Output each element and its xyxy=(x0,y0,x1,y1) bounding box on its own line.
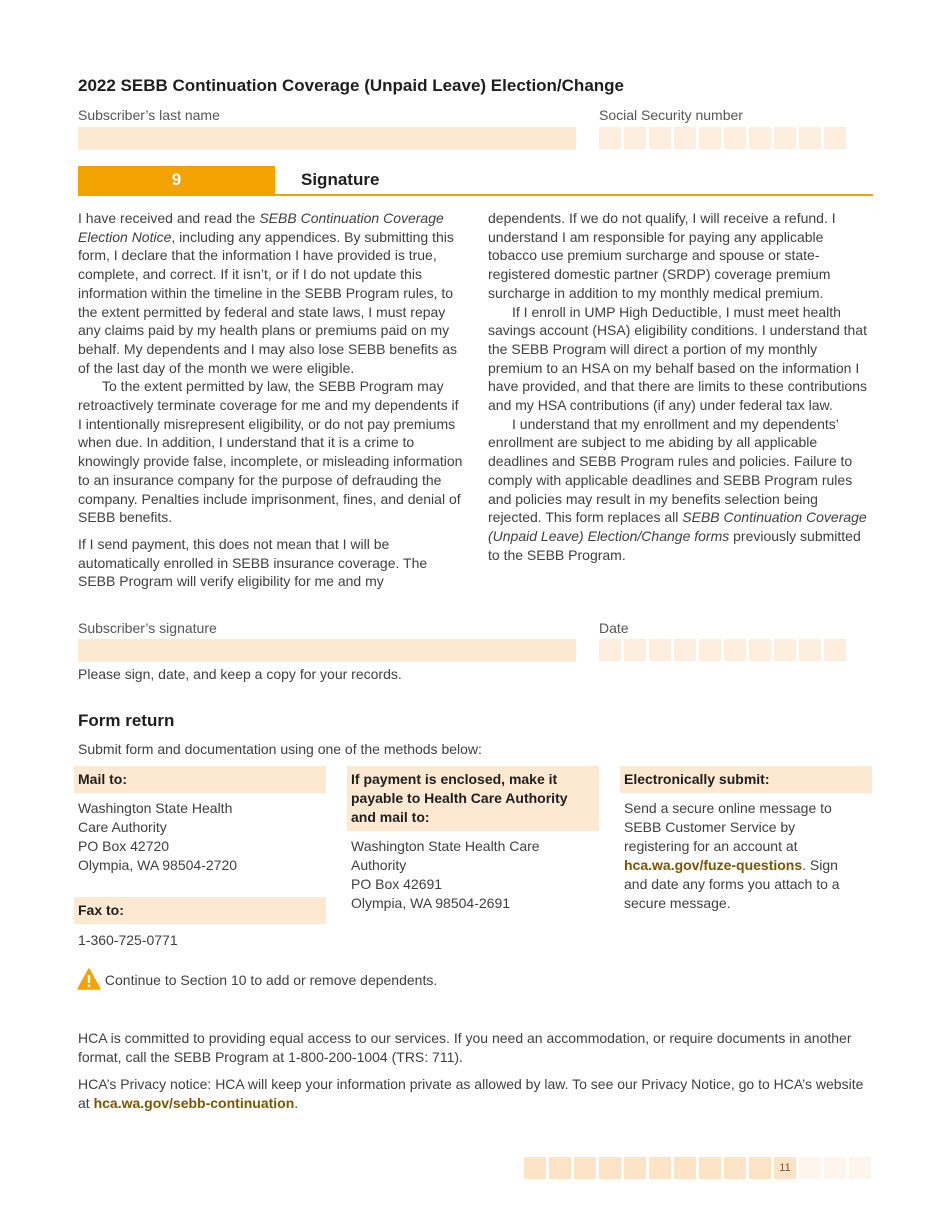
last-name-field[interactable] xyxy=(78,127,576,150)
form-return-heading: Form return xyxy=(78,711,175,730)
date-field[interactable] xyxy=(599,639,846,661)
section-header xyxy=(78,166,873,196)
electronic-block xyxy=(620,766,872,913)
ssn-field[interactable] xyxy=(599,127,846,149)
mail-to-block xyxy=(74,766,326,875)
privacy-notice: HCA’s Privacy notice: HCA will keep your information private as allowed by law. To see our Privacy Notice, go to HCA’s website at hca.wa.gov/sebb-continuation. xyxy=(78,1076,864,1111)
fuze-questions-link[interactable]: hca.wa.gov/fuze-questions xyxy=(624,857,803,873)
signature-text-right xyxy=(488,209,872,564)
paragraph-1: I have received and read the SEBB Continuation Coverage Election Notice, including any appendices. By submitting this form, I declare that the information I have provided is true, complete, and correct. If it isn’t, or if I do not update this information within the timeline in the SEBB Program rules, to the extent permitted by federal and state laws, I must repay any claims paid by my health plans or premiums paid on my behalf. My dependents and I may also lose SEBB benefits as of the last day of the month we were eligible. xyxy=(78,210,458,376)
signature-text-left xyxy=(78,209,464,591)
payment-address: Washington State Health Care Authority PO Box 42691 Olympia, WA 98504-2691 xyxy=(351,838,540,911)
accommodation-notice: HCA is committed to providing equal access to our services. If you need an accommodation, or require documents in another format, call the SEBB Program at 1-800-200-1004 (TRS: 711). xyxy=(78,1030,852,1065)
sebb-continuation-link[interactable]: hca.wa.gov/sebb-continuation xyxy=(93,1095,295,1111)
paragraph-5: I understand that my enrollment and my dependents’ enrollment are subject to me abiding by all applicable deadlines and SEBB Program rules and policies. Failure to comply with applicable deadlines and SEBB Program rules and policies may result in my benefits selection being rejected. This form replaces all SEBB Continuation Coverage (Unpaid Leave) Election/Change forms previously submitted to the SEBB Program. xyxy=(488,415,867,563)
warning-icon xyxy=(77,968,101,990)
fax-to-block xyxy=(74,897,326,950)
paragraph-3: If I send payment, this does not mean that I will be automatically enrolled in SEBB insurance coverage. The SEBB Program will verify eligibility for me and my xyxy=(78,535,428,590)
form-title: 2022 SEBB Continuation Coverage (Unpaid Leave) Election/Change xyxy=(78,76,624,95)
payment-block xyxy=(347,766,599,913)
last-name-label: Subscriber’s last name xyxy=(78,107,220,123)
fax-number: 1-360-725-0771 xyxy=(78,932,178,948)
signature-field[interactable] xyxy=(78,639,576,662)
form-return-intro: Submit form and documentation using one of the methods below: xyxy=(78,741,482,757)
paragraph-4: If I enroll in UMP High Deductible, I must meet health savings account (HSA) eligibility conditions. I understand that the SEBB Program will direct a portion of my monthly premium to an HSA on my behalf based on the information I have provided, and that there are limits to these contributions and my HSA contributions (if any) under federal tax law. xyxy=(488,303,867,414)
page-marker xyxy=(524,1157,871,1179)
continue-text: Continue to Section 10 to add or remove dependents. xyxy=(104,972,438,988)
date-label: Date xyxy=(599,620,629,636)
fax-to-header: Fax to: xyxy=(74,897,326,924)
section-title: Signature xyxy=(301,170,380,189)
ssn-label: Social Security number xyxy=(599,107,743,123)
section-number: 9 xyxy=(78,166,275,194)
paragraph-3-continued: dependents. If we do not qualify, I will receive a refund. I understand I am responsible for paying any applicable tobacco use premium surcharge and spouse or state-registered domestic partner (SRDP) coverage premium surcharge in addition to my monthly medical premium. xyxy=(488,210,836,301)
mail-to-header: Mail to: xyxy=(74,766,326,793)
page-number: 11 xyxy=(774,1157,796,1179)
signature-label: Subscriber’s signature xyxy=(78,620,217,636)
continue-notice xyxy=(77,968,437,990)
mail-to-address: Washington State Health Care Authority PO Box 42720 Olympia, WA 98504-2720 xyxy=(78,800,238,873)
paragraph-2: To the extent permitted by law, the SEBB Program may retroactively terminate coverage for me and my dependents if I intentionally misrepresent eligibility, or do not pay premiums when due. In addition, I understand that it is a crime to knowingly provide false, incomplete, or misleading information to an insurance company for the purpose of defrauding the company. Penalties include imprisonment, fines, and denial of SEBB benefits. xyxy=(78,378,463,526)
electronic-header: Electronically submit: xyxy=(620,766,872,793)
payment-header: If payment is enclosed, make it payable to Health Care Authority and mail to: xyxy=(347,766,599,831)
electronic-text: Send a secure online message to SEBB Customer Service by registering for an account at hca.wa.gov/fuze-questions. Sign and date any forms you attach to a secure message. xyxy=(624,800,840,911)
signature-note: Please sign, date, and keep a copy for your records. xyxy=(78,666,402,682)
